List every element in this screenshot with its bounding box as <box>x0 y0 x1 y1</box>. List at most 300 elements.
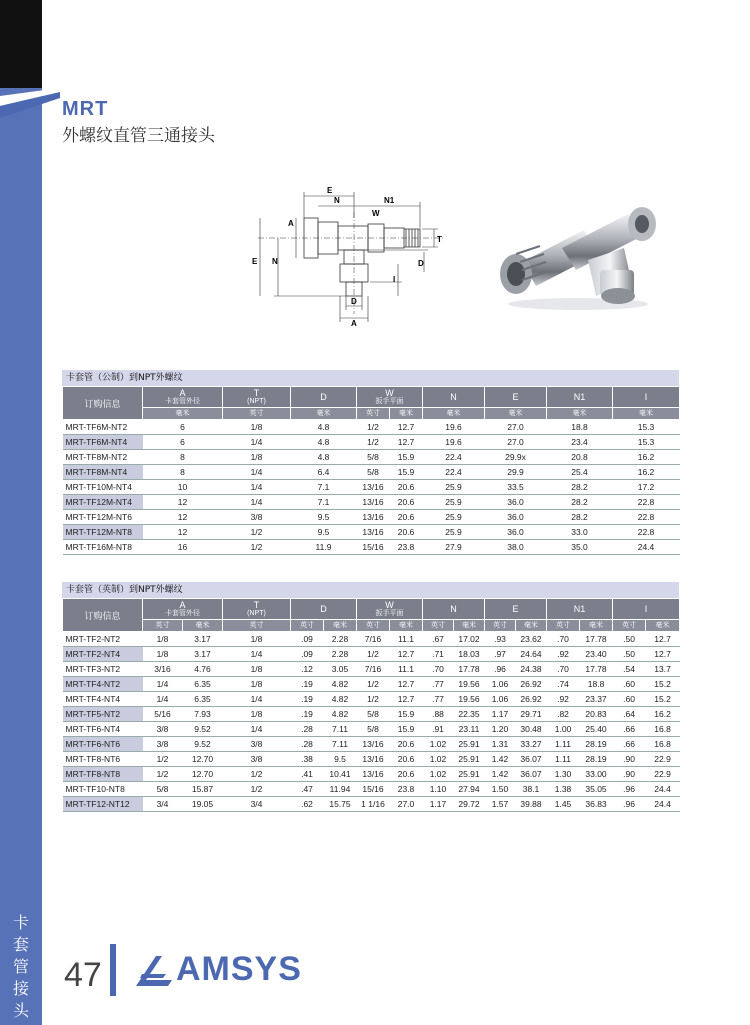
value-cell-i-mm: 16.2 <box>646 707 680 722</box>
value-cell-t: 1/8 <box>223 420 291 435</box>
part-number-cell: MRT-TF12M-NT6 <box>63 510 143 525</box>
dim-label-i: I <box>393 275 396 284</box>
unit-mm: 毫米 <box>390 408 423 420</box>
value-cell-w-in: 1/2 <box>357 692 390 707</box>
value-cell-w-mm: 12.7 <box>390 692 423 707</box>
value-cell-d: 7.1 <box>291 495 357 510</box>
value-cell-e: 27.0 <box>485 420 547 435</box>
sidebar-char: 套 <box>12 935 29 954</box>
value-cell-d-mm: 2.28 <box>324 647 357 662</box>
part-number-cell: MRT-TF8M-NT4 <box>63 465 143 480</box>
value-cell-d-mm: 10.41 <box>324 767 357 782</box>
value-cell-w-mm: 15.9 <box>390 707 423 722</box>
value-cell-n-in: .88 <box>423 707 454 722</box>
part-number-cell: MRT-TF8-NT8 <box>63 767 143 782</box>
value-cell-w-mm: 12.7 <box>390 677 423 692</box>
value-cell-n: 22.4 <box>423 450 485 465</box>
value-cell-a: 16 <box>143 540 223 555</box>
value-cell-e: 29.9x <box>485 450 547 465</box>
value-cell-n-mm: 17.02 <box>454 632 485 647</box>
value-cell-d-mm: 4.82 <box>324 707 357 722</box>
sidebar <box>0 0 42 1025</box>
unit-inch: 英寸 <box>223 408 291 420</box>
header-w <box>357 599 423 620</box>
unit-mm: 毫米 <box>580 620 613 632</box>
value-cell-n1-mm: 28.19 <box>580 752 613 767</box>
value-cell-a-in: 1/4 <box>143 677 183 692</box>
value-cell-n1-mm: 35.05 <box>580 782 613 797</box>
value-cell-e-in: 1.42 <box>485 767 516 782</box>
value-cell-d-mm: 2.28 <box>324 632 357 647</box>
value-cell-e-in: 1.06 <box>485 677 516 692</box>
sidebar-char: 管 <box>12 957 29 976</box>
value-cell-n1: 35.0 <box>547 540 613 555</box>
value-cell-a: 8 <box>143 450 223 465</box>
value-cell-e: 29.9 <box>485 465 547 480</box>
part-number-cell: MRT-TF8-NT6 <box>63 752 143 767</box>
value-cell-n1-in: 1.30 <box>547 767 580 782</box>
unit-inch: 英寸 <box>357 408 390 420</box>
value-cell-a-in: 1/2 <box>143 767 183 782</box>
value-cell-w-in: 7/16 <box>357 632 390 647</box>
value-cell-t: 1/4 <box>223 692 291 707</box>
value-cell-w-in: 5/8 <box>357 450 390 465</box>
value-cell-a: 8 <box>143 465 223 480</box>
part-number-cell: MRT-TF12M-NT8 <box>63 525 143 540</box>
header-w-label: W <box>385 600 394 610</box>
sidebar-char: 接 <box>12 979 29 998</box>
table-row <box>63 752 680 767</box>
value-cell-w-in: 5/8 <box>357 722 390 737</box>
value-cell-d: 9.5 <box>291 510 357 525</box>
value-cell-n1-in: .70 <box>547 662 580 677</box>
table1-caption: 卡套管（公制）到NPT外螺纹 <box>62 370 679 386</box>
value-cell-t: 1/8 <box>223 677 291 692</box>
unit-mm: 毫米 <box>516 620 547 632</box>
value-cell-i-in: .50 <box>613 632 646 647</box>
unit-mm: 毫米 <box>454 620 485 632</box>
value-cell-n1-mm: 33.00 <box>580 767 613 782</box>
value-cell-n-mm: 25.91 <box>454 752 485 767</box>
value-cell-n-in: 1.02 <box>423 767 454 782</box>
dim-label-w: W <box>372 209 380 218</box>
value-cell-e-mm: 38.1 <box>516 782 547 797</box>
value-cell-n: 19.6 <box>423 435 485 450</box>
header-n1: N1 <box>547 599 613 620</box>
value-cell-i-in: .96 <box>613 797 646 812</box>
value-cell-w-mm: 15.9 <box>390 465 423 480</box>
value-cell-a-mm: 7.93 <box>183 707 223 722</box>
value-cell-a-mm: 12.70 <box>183 767 223 782</box>
value-cell-w-in: 7/16 <box>357 662 390 677</box>
header-t-label: T <box>253 388 260 398</box>
value-cell-t: 1/8 <box>223 450 291 465</box>
value-cell-i: 15.3 <box>613 435 680 450</box>
value-cell-w-mm: 20.6 <box>390 525 423 540</box>
value-cell-d-mm: 7.11 <box>324 722 357 737</box>
header-a-sub: 卡套管外径 <box>165 610 200 617</box>
value-cell-i-mm: 15.2 <box>646 677 680 692</box>
value-cell-n-in: 1.17 <box>423 797 454 812</box>
value-cell-t: 1/2 <box>223 782 291 797</box>
part-number-cell: MRT-TF16M-NT8 <box>63 540 143 555</box>
value-cell-n1-in: .70 <box>547 632 580 647</box>
value-cell-w-in: 1/2 <box>357 647 390 662</box>
value-cell-w-in: 13/16 <box>357 752 390 767</box>
imperial-spec-table <box>62 598 680 812</box>
value-cell-t: 1/4 <box>223 480 291 495</box>
sidebar-char: 卡 <box>12 913 29 932</box>
table-row <box>63 662 680 677</box>
value-cell-n: 22.4 <box>423 465 485 480</box>
value-cell-i-in: .96 <box>613 782 646 797</box>
value-cell-n1-in: 1.00 <box>547 722 580 737</box>
value-cell-n1: 28.2 <box>547 495 613 510</box>
dim-label-e-vertical: E <box>252 257 258 266</box>
value-cell-a-mm: 6.35 <box>183 677 223 692</box>
value-cell-w-in: 1 1/16 <box>357 797 390 812</box>
value-cell-w-in: 1/2 <box>357 420 390 435</box>
part-number-cell: MRT-TF6M-NT2 <box>63 420 143 435</box>
header-w-sub: 扳手平面 <box>375 610 404 617</box>
table2-caption: 卡套管（英制）到NPT外螺纹 <box>62 582 679 598</box>
value-cell-e-mm: 36.07 <box>516 767 547 782</box>
value-cell-e-mm: 30.48 <box>516 722 547 737</box>
part-number-cell: MRT-TF12-NT12 <box>63 797 143 812</box>
value-cell-d: 4.8 <box>291 435 357 450</box>
value-cell-i-in: .66 <box>613 722 646 737</box>
value-cell-n1-mm: 20.83 <box>580 707 613 722</box>
unit-mm: 毫米 <box>143 408 223 420</box>
header-t-label: T <box>253 600 260 610</box>
unit-mm: 毫米 <box>646 620 680 632</box>
header-n1: N1 <box>547 387 613 408</box>
page-number: 47 <box>64 956 102 994</box>
header-t <box>223 599 291 620</box>
value-cell-w-in: 1/2 <box>357 677 390 692</box>
table-row <box>63 450 680 465</box>
value-cell-i-in: .60 <box>613 677 646 692</box>
table-row <box>63 495 680 510</box>
unit-mm: 毫米 <box>324 620 357 632</box>
table-row <box>63 677 680 692</box>
value-cell-a: 12 <box>143 525 223 540</box>
value-cell-i-in: .50 <box>613 647 646 662</box>
unit-mm: 毫米 <box>183 620 223 632</box>
value-cell-e: 33.5 <box>485 480 547 495</box>
amsys-logo-icon <box>132 952 176 992</box>
value-cell-n1-in: .82 <box>547 707 580 722</box>
header-i: I <box>613 387 680 408</box>
value-cell-d: 11.9 <box>291 540 357 555</box>
part-number-cell: MRT-TF3-NT2 <box>63 662 143 677</box>
unit-inch: 英寸 <box>143 620 183 632</box>
value-cell-a: 10 <box>143 480 223 495</box>
header-t-sub: (NPT) <box>247 398 266 405</box>
value-cell-n-mm: 25.91 <box>454 737 485 752</box>
dim-label-a: A <box>288 219 294 228</box>
value-cell-d: 6.4 <box>291 465 357 480</box>
unit-mm: 毫米 <box>291 408 357 420</box>
value-cell-n: 25.9 <box>423 495 485 510</box>
value-cell-e: 38.0 <box>485 540 547 555</box>
value-cell-d-in: .19 <box>291 692 324 707</box>
value-cell-d: 4.8 <box>291 420 357 435</box>
value-cell-n-in: .77 <box>423 677 454 692</box>
imperial-table-body <box>63 632 680 812</box>
value-cell-w-mm: 20.6 <box>390 480 423 495</box>
value-cell-n1-mm: 23.40 <box>580 647 613 662</box>
value-cell-n1-mm: 18.8 <box>580 677 613 692</box>
value-cell-w-in: 5/8 <box>357 465 390 480</box>
unit-mm: 毫米 <box>390 620 423 632</box>
header-w-label: W <box>385 388 394 398</box>
value-cell-w-mm: 12.7 <box>390 647 423 662</box>
value-cell-n: 27.9 <box>423 540 485 555</box>
value-cell-i: 24.4 <box>613 540 680 555</box>
value-cell-d-in: .47 <box>291 782 324 797</box>
value-cell-w-in: 13/16 <box>357 510 390 525</box>
product-code-title: MRT <box>62 98 109 120</box>
value-cell-d: 9.5 <box>291 525 357 540</box>
value-cell-t: 3/8 <box>223 510 291 525</box>
table-row <box>63 525 680 540</box>
value-cell-t: 3/8 <box>223 737 291 752</box>
value-cell-n-in: .70 <box>423 662 454 677</box>
value-cell-w-mm: 27.0 <box>390 797 423 812</box>
value-cell-w-mm: 20.6 <box>390 510 423 525</box>
header-t <box>223 387 291 408</box>
dim-label-t: T <box>437 235 442 244</box>
value-cell-d-in: .28 <box>291 722 324 737</box>
unit-mm: 毫米 <box>423 408 485 420</box>
value-cell-t: 1/2 <box>223 767 291 782</box>
value-cell-d-mm: 15.75 <box>324 797 357 812</box>
value-cell-d-in: .28 <box>291 737 324 752</box>
dimension-drawing <box>238 182 468 327</box>
table-row <box>63 707 680 722</box>
table-row <box>63 540 680 555</box>
value-cell-i: 22.8 <box>613 510 680 525</box>
sidebar-char: 头 <box>12 1001 29 1020</box>
value-cell-n1: 28.2 <box>547 510 613 525</box>
value-cell-n-mm: 27.94 <box>454 782 485 797</box>
table-row <box>63 767 680 782</box>
value-cell-a-mm: 9.52 <box>183 722 223 737</box>
part-number-cell: MRT-TF8M-NT2 <box>63 450 143 465</box>
value-cell-a: 6 <box>143 420 223 435</box>
header-e: E <box>485 387 547 408</box>
value-cell-e: 27.0 <box>485 435 547 450</box>
value-cell-d-in: .62 <box>291 797 324 812</box>
value-cell-a-in: 3/4 <box>143 797 183 812</box>
part-number-cell: MRT-TF10M-NT4 <box>63 480 143 495</box>
value-cell-n1-in: .92 <box>547 647 580 662</box>
value-cell-n1-in: 1.45 <box>547 797 580 812</box>
value-cell-d-in: .38 <box>291 752 324 767</box>
value-cell-a-mm: 12.70 <box>183 752 223 767</box>
value-cell-n-mm: 19.56 <box>454 692 485 707</box>
value-cell-e: 36.0 <box>485 510 547 525</box>
header-order-info: 订购信息 <box>63 599 143 632</box>
dim-label-n: N <box>334 196 340 205</box>
value-cell-w-mm: 12.7 <box>390 435 423 450</box>
value-cell-d-in: .19 <box>291 677 324 692</box>
value-cell-d-in: .41 <box>291 767 324 782</box>
dim-label-n1: N1 <box>384 196 395 205</box>
header-a-sub: 卡套管外径 <box>165 398 200 405</box>
dim-label-a-bottom: A <box>351 319 357 327</box>
unit-inch: 英寸 <box>423 620 454 632</box>
value-cell-i-mm: 13.7 <box>646 662 680 677</box>
header-i: I <box>613 599 680 620</box>
table-row <box>63 632 680 647</box>
value-cell-w-in: 13/16 <box>357 525 390 540</box>
value-cell-d-mm: 7.11 <box>324 737 357 752</box>
value-cell-i: 22.8 <box>613 495 680 510</box>
unit-mm: 毫米 <box>485 408 547 420</box>
value-cell-n1-in: 1.38 <box>547 782 580 797</box>
header-a-label: A <box>179 600 186 610</box>
value-cell-t: 1/4 <box>223 722 291 737</box>
value-cell-a-in: 1/8 <box>143 632 183 647</box>
value-cell-i-mm: 16.8 <box>646 737 680 752</box>
unit-inch: 英寸 <box>613 620 646 632</box>
value-cell-e-mm: 23.62 <box>516 632 547 647</box>
value-cell-n-mm: 29.72 <box>454 797 485 812</box>
corner-swoosh-graphic <box>0 0 60 120</box>
value-cell-w-mm: 23.8 <box>390 782 423 797</box>
value-cell-i-mm: 24.4 <box>646 797 680 812</box>
unit-inch: 英寸 <box>485 620 516 632</box>
table-row <box>63 782 680 797</box>
value-cell-w-in: 15/16 <box>357 540 390 555</box>
part-number-cell: MRT-TF6-NT4 <box>63 722 143 737</box>
header-a <box>143 387 223 408</box>
brand-name: AMSYS <box>176 950 302 988</box>
value-cell-e-in: 1.42 <box>485 752 516 767</box>
value-cell-a-mm: 15.87 <box>183 782 223 797</box>
value-cell-n1-mm: 36.83 <box>580 797 613 812</box>
value-cell-a-in: 1/8 <box>143 647 183 662</box>
value-cell-i-mm: 12.7 <box>646 647 680 662</box>
header-e: E <box>485 599 547 620</box>
table-row <box>63 435 680 450</box>
value-cell-e-mm: 36.07 <box>516 752 547 767</box>
header-n: N <box>423 599 485 620</box>
value-cell-n1-in: .74 <box>547 677 580 692</box>
value-cell-t: 1/4 <box>223 465 291 480</box>
value-cell-n: 25.9 <box>423 480 485 495</box>
value-cell-n1: 33.0 <box>547 525 613 540</box>
value-cell-n-mm: 25.91 <box>454 767 485 782</box>
value-cell-i-in: .54 <box>613 662 646 677</box>
value-cell-n-in: 1.02 <box>423 737 454 752</box>
header-t-sub: (NPT) <box>247 610 266 617</box>
value-cell-a-in: 1/2 <box>143 752 183 767</box>
value-cell-e-in: 1.50 <box>485 782 516 797</box>
value-cell-t: 1/4 <box>223 495 291 510</box>
value-cell-e: 36.0 <box>485 525 547 540</box>
value-cell-w-mm: 20.6 <box>390 495 423 510</box>
value-cell-i-mm: 22.9 <box>646 752 680 767</box>
dim-label-e: E <box>327 186 333 195</box>
value-cell-e-in: 1.57 <box>485 797 516 812</box>
value-cell-w-mm: 20.6 <box>390 752 423 767</box>
value-cell-n-in: .77 <box>423 692 454 707</box>
value-cell-i-in: .66 <box>613 737 646 752</box>
value-cell-e-mm: 24.64 <box>516 647 547 662</box>
value-cell-a-mm: 6.35 <box>183 692 223 707</box>
value-cell-n1-mm: 17.78 <box>580 662 613 677</box>
value-cell-a-in: 3/16 <box>143 662 183 677</box>
value-cell-n-mm: 18.03 <box>454 647 485 662</box>
value-cell-d-mm: 4.82 <box>324 677 357 692</box>
value-cell-w-in: 13/16 <box>357 495 390 510</box>
table-row <box>63 722 680 737</box>
value-cell-n: 19.6 <box>423 420 485 435</box>
value-cell-i: 15.3 <box>613 420 680 435</box>
value-cell-n-in: 1.10 <box>423 782 454 797</box>
value-cell-e-in: .93 <box>485 632 516 647</box>
value-cell-i-mm: 12.7 <box>646 632 680 647</box>
value-cell-n1: 25.4 <box>547 465 613 480</box>
part-number-cell: MRT-TF6M-NT4 <box>63 435 143 450</box>
value-cell-t: 1/4 <box>223 647 291 662</box>
value-cell-a-in: 1/4 <box>143 692 183 707</box>
value-cell-n1-mm: 28.19 <box>580 737 613 752</box>
part-number-cell: MRT-TF5-NT2 <box>63 707 143 722</box>
table-row <box>63 465 680 480</box>
value-cell-n1: 28.2 <box>547 480 613 495</box>
value-cell-i-in: .90 <box>613 752 646 767</box>
value-cell-w-in: 1/2 <box>357 435 390 450</box>
part-number-cell: MRT-TF4-NT2 <box>63 677 143 692</box>
value-cell-i: 22.8 <box>613 525 680 540</box>
value-cell-e: 36.0 <box>485 495 547 510</box>
table-row <box>63 737 680 752</box>
header-a <box>143 599 223 620</box>
value-cell-e-mm: 24.38 <box>516 662 547 677</box>
value-cell-t: 3/4 <box>223 797 291 812</box>
value-cell-n1-in: 1.11 <box>547 737 580 752</box>
value-cell-a-mm: 4.76 <box>183 662 223 677</box>
value-cell-a-in: 5/8 <box>143 782 183 797</box>
value-cell-t: 1/4 <box>223 435 291 450</box>
dim-label-n-vertical: N <box>272 257 278 266</box>
value-cell-d-mm: 3.05 <box>324 662 357 677</box>
value-cell-n-mm: 23.11 <box>454 722 485 737</box>
value-cell-e-mm: 29.71 <box>516 707 547 722</box>
value-cell-i: 16.2 <box>613 465 680 480</box>
value-cell-e-mm: 26.92 <box>516 692 547 707</box>
value-cell-i-in: .64 <box>613 707 646 722</box>
value-cell-e-mm: 26.92 <box>516 677 547 692</box>
value-cell-w-in: 5/8 <box>357 707 390 722</box>
value-cell-n1-mm: 23.37 <box>580 692 613 707</box>
value-cell-w-mm: 15.9 <box>390 450 423 465</box>
table-row <box>63 797 680 812</box>
value-cell-w-in: 13/16 <box>357 767 390 782</box>
value-cell-n-mm: 17.78 <box>454 662 485 677</box>
value-cell-t: 1/8 <box>223 707 291 722</box>
value-cell-d-mm: 9.5 <box>324 752 357 767</box>
value-cell-e-in: 1.20 <box>485 722 516 737</box>
value-cell-n-in: .91 <box>423 722 454 737</box>
value-cell-i-mm: 15.2 <box>646 692 680 707</box>
part-number-cell: MRT-TF4-NT4 <box>63 692 143 707</box>
value-cell-i: 16.2 <box>613 450 680 465</box>
